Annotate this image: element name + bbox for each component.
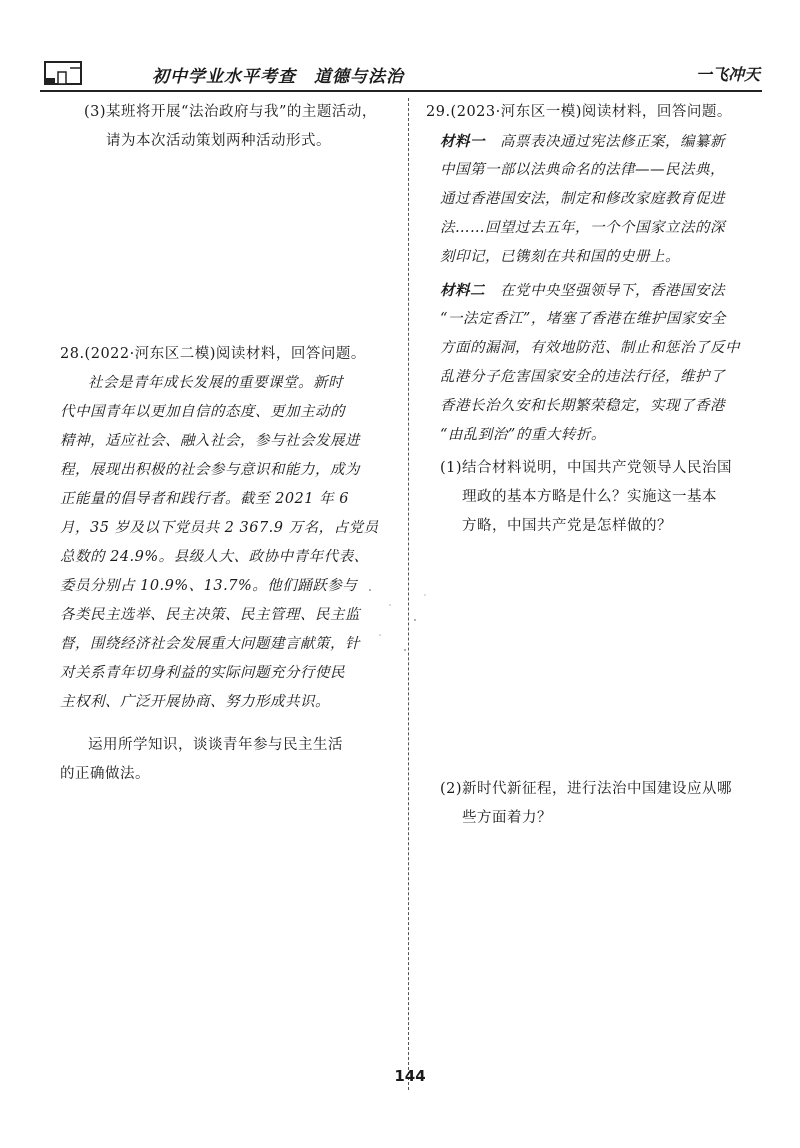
material-2-line: 在党中央坚强领导下，香港国安法: [500, 283, 725, 299]
q28-material-line: 主权利、广泛开展协商、努力形成共识。: [60, 694, 330, 710]
q28-material-line: 社会是青年成长发展的重要课堂。新时: [88, 375, 343, 391]
q28-heading: 28.(2022·河东区二模)阅读材料，回答问题。: [60, 346, 366, 362]
material-1-line: 中国第一部以法典命名的法律——民法典，: [440, 162, 725, 178]
header-rule: [40, 90, 762, 92]
column-divider: [408, 98, 409, 1090]
material-2-first-line: [440, 276, 725, 306]
q28-material-line: 委员分别占 10.9%、13.7%。他们踊跃参与: [60, 578, 358, 594]
q3-line-2: 请为本次活动策划两种活动形式。: [106, 133, 331, 149]
q28-material-line: 对关系青年切身利益的实际问题充分行使民: [60, 665, 345, 681]
q29-sub1-line: 理政的基本方略是什么？实施这一基本: [462, 489, 717, 505]
q28-material-line: 代中国青年以更加自信的态度、更加主动的: [60, 404, 345, 420]
q28-material-line: 精神，适应社会、融入社会，参与社会发展进: [60, 433, 360, 449]
material-1-line: 刻印记，已镌刻在共和国的史册上。: [440, 249, 680, 265]
q3-line-1: (3)某班将开展“法治政府与我”的主题活动，: [84, 104, 377, 120]
q29-sub2-line: 些方面着力？: [462, 810, 552, 826]
series-title: 初中学业水平考查 道德与法治: [152, 67, 404, 87]
q28-task-line-1: 运用所学知识，谈谈青年参与民主生活: [88, 737, 343, 753]
material-1-line: 高票表决通过宪法修正案，编纂新: [500, 134, 725, 150]
q28-material-line: 各类民主选举、民主决策、民主管理、民主监: [60, 607, 360, 623]
brand-name: 一飞冲天: [695, 65, 760, 84]
material-2-line: 乱港分子危害国家安全的违法行径，维护了: [440, 369, 725, 385]
material-2-line: “一法定香江”，堵塞了香港在维护国家安全: [440, 311, 726, 327]
q29-sub2-line: (2)新时代新征程，进行法治中国建设应从哪: [440, 781, 733, 797]
q28-material-line: 总数的 24.9%。县级人大、政协中青年代表、: [60, 549, 369, 565]
material-1-first-line: [440, 127, 725, 157]
q28-material-line: 督，围绕经济社会发展重大问题建言献策，针: [60, 636, 360, 652]
q28-material-line: 正能量的倡导者和践行者。截至 2021 年 6: [60, 491, 349, 507]
material-2-label: 材料二: [440, 282, 485, 299]
q28-task-line-2: 的正确做法。: [60, 766, 150, 782]
material-1-label: 材料一: [440, 133, 485, 150]
scan-noise: [360, 580, 440, 670]
page-header: [40, 52, 762, 92]
series-logo-icon: [44, 60, 84, 86]
material-2-line: 香港长治久安和长期繁荣稳定，实现了香港: [440, 398, 725, 414]
q28-material-line: 月，35 岁及以下党员共 2 367.9 万名，占党员: [60, 520, 379, 536]
material-1-line: 通过香港国安法，制定和修改家庭教育促进: [440, 191, 725, 207]
q29-sub1-line: 方略，中国共产党是怎样做的？: [462, 518, 672, 534]
material-1-line: 法……回望过去五年，一个个国家立法的深: [440, 220, 725, 236]
material-2-line: “由乱到治”的重大转折。: [440, 427, 606, 443]
q28-material-line: 程，展现出积极的社会参与意识和能力，成为: [60, 462, 360, 478]
material-2-line: 方面的漏洞，有效地防范、制止和惩治了反中: [440, 340, 740, 356]
page-number: 144: [394, 1067, 426, 1085]
q29-sub1-line: (1)结合材料说明，中国共产党领导人民治国: [440, 460, 733, 476]
q29-heading: 29.(2023·河东区一模)阅读材料，回答问题。: [426, 104, 732, 120]
